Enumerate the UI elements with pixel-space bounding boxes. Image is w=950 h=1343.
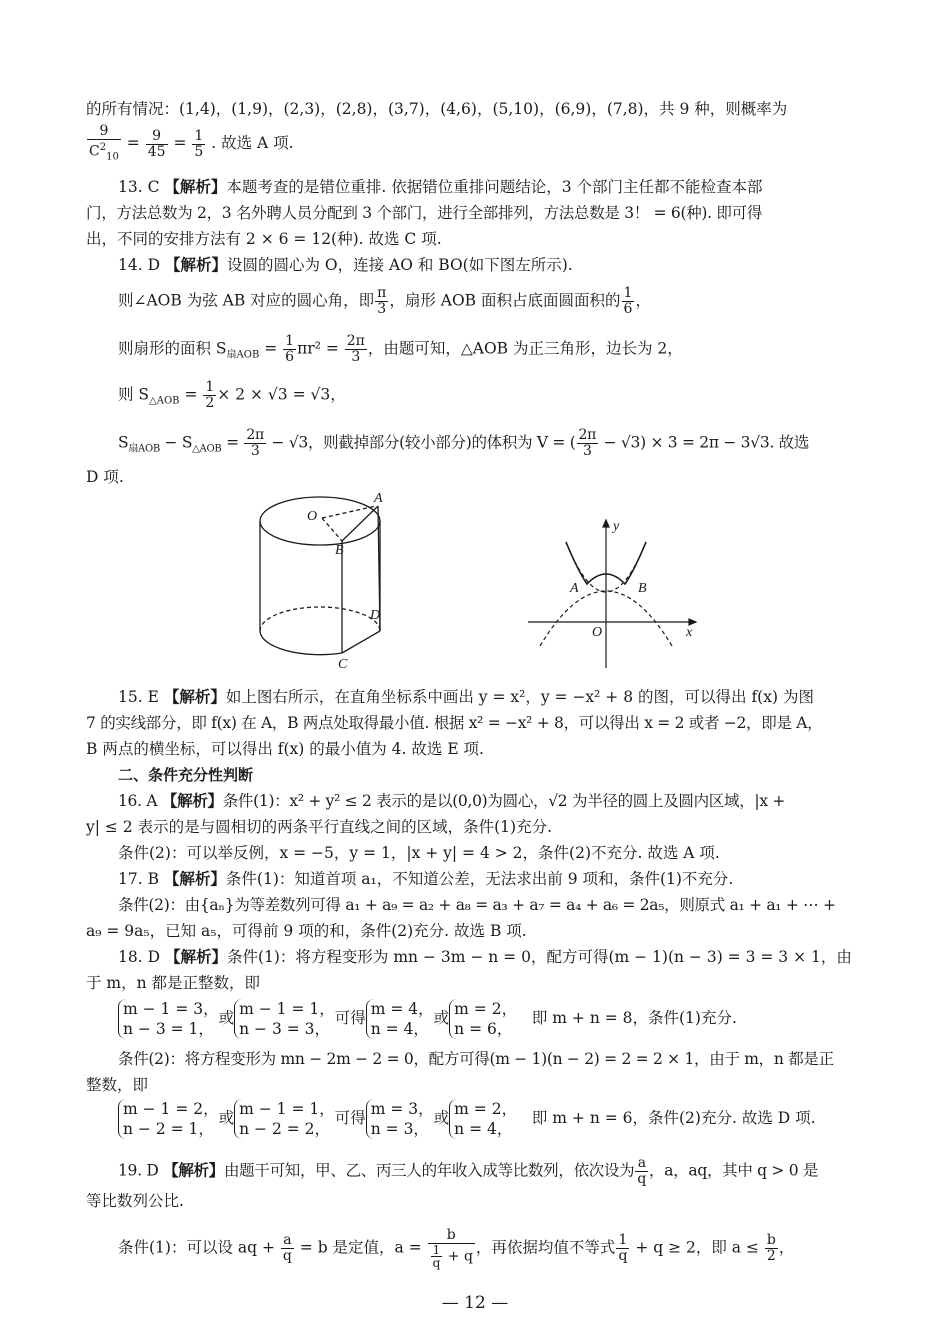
q19-line2: 等比数列公比. [86,1192,184,1210]
q15-line3: B 两点的横坐标，可以得出 f(x) 的最小值为 4. 故选 E 项. [86,740,484,758]
label-o: O [592,625,603,640]
q17-line1: 17. B 【解析】条件(1)：知道首项 a₁，不知道公差，无法求出前 9 项和，条件(1)不充分. [118,869,734,888]
label-b: B [638,581,647,596]
label-b: B [335,543,344,558]
y-axis-arrow-icon [603,520,609,527]
q18-system1: m − 1 = 3， n − 3 = 1， 或 m − 1 = 1， n − 3 = 3， 可得 m = 4， n = 4， 或 m = 2， n = 6， 即 m + n = 8，条件(1)充分. [118,996,908,1040]
q16-line3: 条件(2)：可以举反例，x = −5，y = 1，|x + y| = 4 > 2，条件(2)不充分. 故选 A 项. [118,844,720,862]
q17-line2: 条件(2)：由{aₙ}为等差数列可得 a₁ + a₉ = a₂ + a₈ = a₃ + a₇ = a₄ + a₆ = 2a₅，则原式 a₁ + a₁ + ⋯ + [118,896,836,914]
chord-ab [342,506,378,541]
q16-line1: 16. A 【解析】条件(1)：x² + y² ≤ 2 表示的是以(0,0)为圆心，√2 为半径的圆上及圆内区域，|x + [118,791,786,810]
q14-line5: $S_{扇AOB} - S_{\triangle AOB}$ = $\frac{2\pi}{3}$ − √3，则截掉部分(较小部分)的体积为 V = ( $\frac{2\pi}{3}$ − √3) × 3 = 2π − 3√3. 故选 [118,427,810,459]
label-y: y [613,519,620,534]
graph-figure [518,516,700,672]
q18-line1: 18. D 【解析】条件(1)：将方程变形为 mn − 3m − n = 0，配方可得(m − 1)(n − 3) = 3 = 3 × 1，由 [118,947,852,966]
q16-line2: y| ≤ 2 表示的是与圆相切的两条平行直线之间的区域，条件(1)充分. [86,818,552,836]
probability-line: $\frac{9}{C^2_{10}}$ = $\frac{9}{45}$ = $\frac{1}{5}$ . 故选 A 项. [89,123,294,163]
cylinder-figure [250,486,400,672]
section-heading: 二、条件充分性判断 [118,766,254,784]
q14-line3: 则扇形的面积 $S_{扇AOB}$ = $\frac{1}{6}$ πr² = $\frac{2\pi}{3}$ ，由题可知，△AOB 为正三角形，边长为 2， [118,333,683,365]
q13-line1: 13. C 【解析】本题考查的是错位重排. 依据错位重排问题结论，3 个部门主任都不能检查本部 [118,177,763,196]
q19-line3: 条件(1)：可以设 aq + $\frac{a}{q}$ = b 是定值，a = b $\frac{1}{q}$ + q ，再依据均值不等式 $\frac{1}{q}$ + q ≥ 2，即 a ≤ $\frac{b}{2}$ ， [118,1227,795,1270]
q14-line1: 14. D 【解析】设圆的圆心为 O，连接 AO 和 BO(如下图左所示). [118,255,573,274]
cylinder-bottom-front [260,631,342,655]
label-a: A [570,581,579,596]
q14-line6: D 项. [86,468,124,486]
text-line: 的所有情况：(1,4)，(1,9)，(2,3)，(2,8)，(3,7)，(4,6)，(5,10)，(6,9)，(7,8)，共 9 种，则概率为 [86,100,788,118]
q18-line3: 条件(2)：将方程变形为 mn − 2m − 2 = 0，配方可得(m − 1)(n − 2) = 2 = 2 × 1，由于 m，n 都是正 [118,1050,834,1068]
q18-line2: 于 m，n 都是正整数，即 [86,974,261,992]
q14-line4: 则 $S_{\triangle AOB}$ = $\frac{1}{2}$ × 2 × √3 = √3， [118,379,346,411]
q13-line3: 出，不同的安排方法有 2 × 6 = 12(种). 故选 C 项. [86,230,442,248]
q18-system2: m − 1 = 2， n − 2 = 1， 或 m − 1 = 1， n − 2 = 2， 可得 m = 3， n = 3， 或 m = 2， n = 4， 即 m + n = 6，条件(2)充分. 故选 D 项. [118,1096,908,1140]
q13-line2: 门，方法总数为 2，3 名外聘人员分配到 3 个部门，进行全部排列，方法总数是 3！ = 6(种). 即可得 [86,204,763,222]
page-number: — 12 — [441,1293,509,1313]
q14-line2: 则∠AOB 为弦 AB 对应的圆心角，即 $\frac{\pi}{3}$ ，扇形 AOB 面积占底面圆面积的 $\frac{1}{6}$ ， [118,285,651,317]
label-a: A [374,491,383,506]
q15-line1: 15. E 【解析】如上图右所示，在直角坐标系中画出 y = x²，y = −x² + 8 的图，可以得出 f(x) 为图 [118,687,814,706]
radius-ob [322,518,342,541]
q15-line2: 7 的实线部分，即 f(x) 在 A，B 两点处取得最小值. 根据 x² = −x² + 8，可以得出 x = 2 或者 −2，即是 A， [86,714,823,732]
label-o: O [307,509,318,524]
label-d: D [370,608,381,623]
label-c: C [338,657,348,672]
q18-line4: 整数，即 [86,1076,149,1094]
q19-line1: 19. D 【解析】由题干可知，甲、乙、丙三人的年收入成等比数列，依次设为 $\frac{a}{q}$ ，a，aq，其中 q > 0 是 [118,1155,819,1187]
label-x: x [686,625,693,640]
cut-edge-cd [342,631,380,653]
q17-line3: a₉ = 9a₅，已知 a₅，可得前 9 项的和，条件(2)充分. 故选 B 项. [86,922,527,940]
cylinder-bottom-back [260,607,380,631]
